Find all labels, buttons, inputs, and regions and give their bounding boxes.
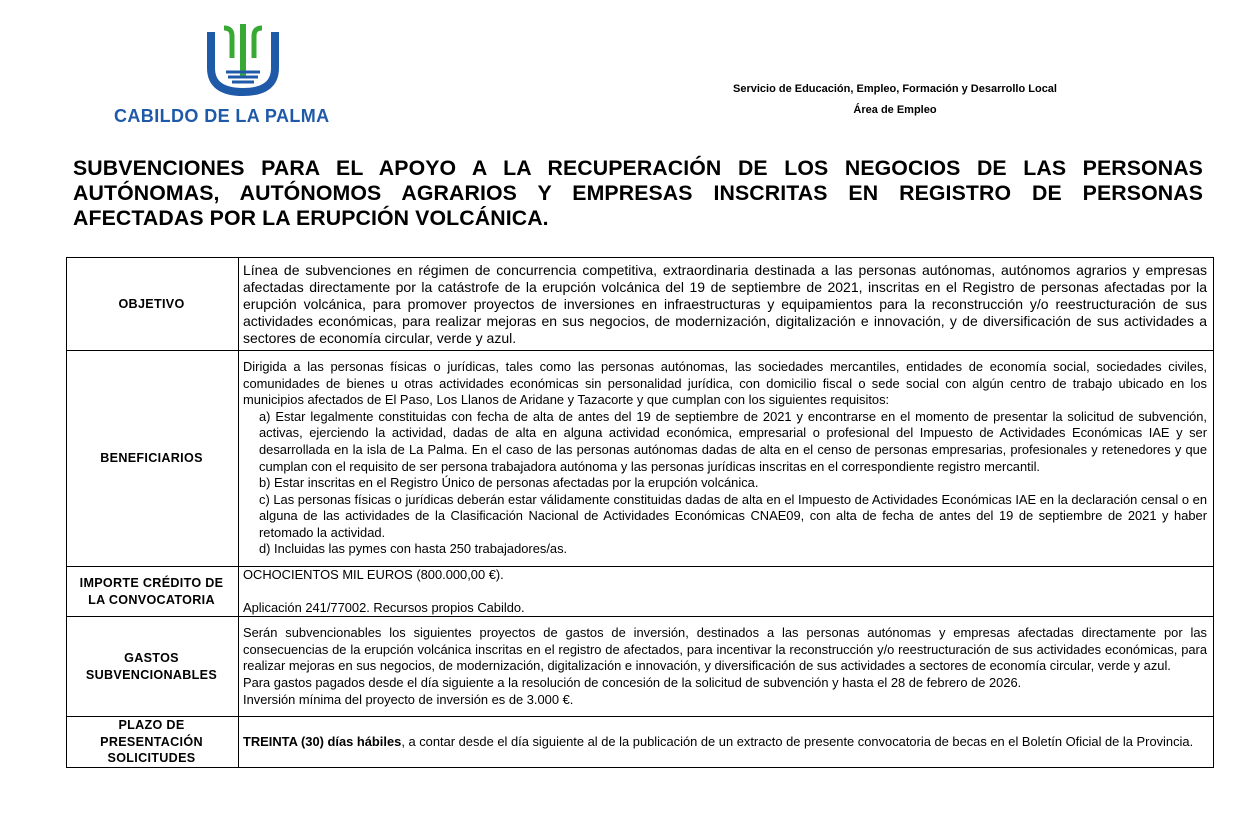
cabildo-logo	[108, 18, 378, 128]
beneficiarios-intro: Dirigida a las personas físicas o jurídicas, tales como las personas autónomas, las sociedades mercantiles, entidades de economía social, sociedades civiles, comunidades de bienes u otras actividades económicas sin personalidad jurídica, con domicilio fiscal o sede social con algún centro de trabajo ubicado en los municipios afectados de El Paso, Los Llanos de Aridane y Tazacorte y que cumplan con los siguientes requisitos:	[243, 358, 1207, 408]
gastos-label: GASTOS SUBVENCIONABLES	[67, 617, 239, 717]
row-objetivo	[67, 258, 1214, 351]
requirement-c: c) Las personas físicas o jurídicas deberán estar válidamente constituidas dadas de alta en el Impuesto de Actividades Económicas IAE en la declaración censal o en alguna de las actividades de la Clasificación Nacional de Actividades Económicas CNAE09, con alta de fecha de antes del 19 de septiembre de 2021 y haber retomado la actividad.	[259, 491, 1207, 540]
requirement-b: b) Estar inscritas en el Registro Único de personas afectadas por la erupción volcánica.	[259, 475, 759, 491]
beneficiarios-cell	[239, 351, 1214, 567]
plazo-deadline: TREINTA (30) días hábiles	[243, 733, 402, 749]
importe-amount: OCHOCIENTOS MIL EUROS (800.000,00 €).	[243, 567, 504, 582]
requirement-d: d) Incluidas las pymes con hasta 250 trabajadores/as.	[259, 541, 568, 557]
department-name: Servicio de Educación, Empleo, Formación y Desarrollo Local	[733, 83, 1057, 95]
row-importe	[67, 567, 1214, 617]
plazo-label: PLAZO DE PRESENTACIÓN SOLICITUDES	[67, 717, 239, 768]
plazo-text: , a contar desde el día siguiente al de la publicación de un extracto de presente convocatoria de becas en el Boletín Oficial de la Provincia.	[401, 733, 1194, 749]
objetivo-text: Línea de subvenciones en régimen de concurrencia competitiva, extraordinaria destinada a las personas autónomas, autónomos agrarios y empresas afectadas directamente por la catástrofe de la erupción volcánica del 19 de septiembre de 2021, inscritas en el Registro de personas afectadas por la erupción volcánica, para promover proyectos de inversiones en infraestructuras y equipamientos para la reconstrucción y/o reestructuración de sus actividades económicas, para realizar mejoras en sus negocios, de modernización, digitalización e innovación, y de diversificación de sus actividades a sectores de economía circular, verde y azul.	[239, 258, 1214, 351]
row-beneficiarios	[67, 351, 1214, 567]
org-name: CABILDO DE LA PALMA	[114, 106, 330, 126]
cabildo-emblem-icon	[206, 18, 280, 96]
objetivo-label: OBJETIVO	[67, 258, 239, 351]
gastos-p3: Inversión mínima del proyecto de inversión es de 3.000 €.	[243, 691, 574, 707]
requirement-a: a) Estar legalmente constituidas con fecha de alta de antes del 19 de septiembre de 2021 y encontrarse en el momento de presentar la solicitud de subvención, activas, ejerciendo la actividad, dadas de alta en alguna actividad económica, empresarial o profesional del Impuesto de Actividades Económicas IAE y ser desarrollada en la isla de La Palma. En el caso de las personas autónomas dadas de alta en el censo de personas empresarias, profesionales y retenedores y que cumplan con el requisito de ser persona trabajadora autónoma y las personas jurídicas inscritas en el correspondiente registro mercantil.	[259, 408, 1207, 474]
importe-application: Aplicación 241/77002. Recursos propios Cabildo.	[243, 599, 525, 615]
row-gastos	[67, 617, 1214, 717]
document-title: SUBVENCIONES PARA EL APOYO A LA RECUPERACIÓN DE LOS NEGOCIOS DE LAS PERSONAS AUTÓNOMAS, AUTÓNOMOS AGRARIOS Y EMPRESAS INSCRITAS EN REGISTRO DE PERSONAS AFECTADAS POR LA ERUPCIÓN VOLCÁNICA.	[73, 156, 1203, 230]
department-header	[600, 79, 1190, 121]
beneficiarios-label: BENEFICIARIOS	[67, 351, 239, 567]
plazo-cell	[239, 717, 1214, 768]
gastos-cell	[239, 617, 1214, 717]
importe-label: IMPORTE CRÉDITO DE LA CONVOCATORIA	[67, 567, 239, 617]
importe-cell	[239, 567, 1214, 617]
summary-table	[66, 257, 1214, 768]
gastos-p2: Para gastos pagados desde el día siguiente a la resolución de concesión de la solicitud de subvención y hasta el 28 de febrero de 2026.	[243, 674, 1022, 690]
gastos-p1: Serán subvencionables los siguientes proyectos de gastos de inversión, destinados a las personas autónomas y empresas afectadas directamente por las consecuencias de la erupción volcánica inscritas en el registro de afectados, para incentivar la reconstrucción y/o reestructuración de sus actividades económicas, para realizar mejoras en sus negocios, de modernización, digitalización e innovación, y diversificación de sus actividades a sectores de economía circular, verde y azul.	[243, 625, 1207, 674]
department-area: Área de Empleo	[853, 104, 937, 116]
row-plazo	[67, 717, 1214, 768]
